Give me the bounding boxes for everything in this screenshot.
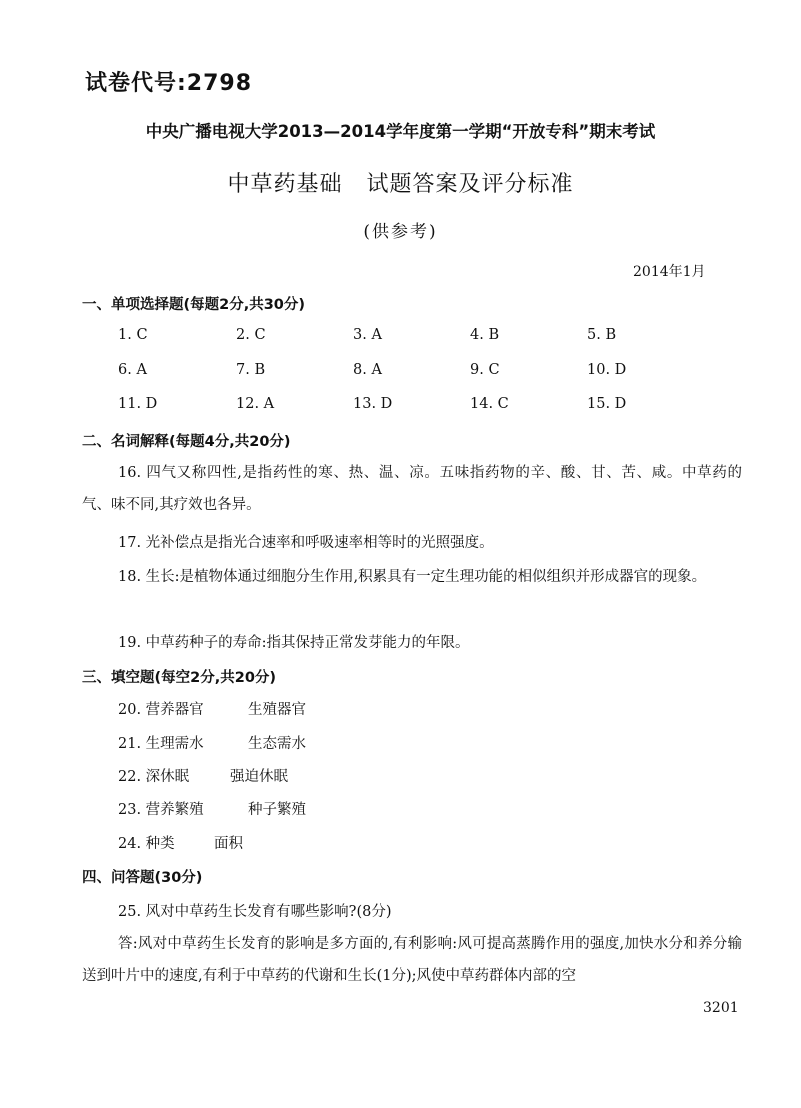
- exam-title: 中央广播电视大学2013—2014学年度第一学期“开放专科”期末考试: [145, 122, 656, 141]
- definition-19: 19. 中草药种子的寿命:指其保持正常发芽能力的年限。: [118, 635, 470, 651]
- subject-name: 中草药基础: [227, 172, 343, 197]
- definition-18: 18. 生长:是植物体通过细胞分生作用,积累具有一定生理功能的相似组织并形成器官的现象。: [118, 569, 707, 585]
- mc-answer: 11. D: [118, 396, 158, 412]
- mc-answer: 15. D: [587, 396, 627, 412]
- mc-answer: 1. C: [118, 327, 148, 343]
- section3-heading: 三、填空题(每空2分,共20分): [82, 670, 277, 686]
- fill-blank-24: 24. 种类 面积: [118, 836, 243, 852]
- mc-answer: 4. B: [470, 327, 500, 343]
- mc-answer: 6. A: [118, 362, 147, 378]
- mc-answer: 9. C: [470, 362, 500, 378]
- document-title: [0, 167, 801, 198]
- paper-code: 试卷代号:2798: [85, 71, 253, 96]
- fill-blank-20: 20. 营养器官 生殖器官: [118, 702, 306, 718]
- fill-blank-23: 23. 营养繁殖 种子繁殖: [118, 802, 306, 818]
- definition-17: 17. 光补偿点是指光合速率和呼吸速率相等时的光照强度。: [118, 535, 494, 551]
- mc-answer: 13. D: [353, 396, 393, 412]
- mc-answer: 12. A: [236, 396, 275, 412]
- section2-heading: 二、名词解释(每题4分,共20分): [82, 434, 291, 450]
- fill-blank-21: 21. 生理需水 生态需水: [118, 736, 306, 752]
- mc-answer: 8. A: [353, 362, 382, 378]
- page-number: 3201: [703, 1000, 739, 1016]
- question-25: 25. 风对中草药生长发育有哪些影响?(8分): [118, 904, 392, 920]
- reference-note: (供参考): [363, 222, 438, 242]
- fill-blank-22: 22. 深休眠 强迫休眠: [118, 769, 288, 785]
- answer-25: 答:风对中草药生长发育的影响是多方面的,有利影响:风可提高蒸腾作用的强度,加快水分和养分输送到叶片中的速度,有利于中草药的代谢和生长(1分);风使中草药群体内部的空: [82, 936, 742, 984]
- mc-answer: 5. B: [587, 327, 617, 343]
- mc-answer: 7. B: [236, 362, 266, 378]
- exam-date: 2014年1月: [633, 264, 706, 280]
- mc-answer: 2. C: [236, 327, 266, 343]
- doc-title-text: 试题答案及评分标准: [366, 172, 574, 197]
- section1-heading: 一、单项选择题(每题2分,共30分): [82, 297, 306, 313]
- mc-answer: 10. D: [587, 362, 627, 378]
- definition-16: 16. 四气又称四性,是指药性的寒、热、温、凉。五味指药物的辛、酸、甘、苦、咸。中草药的气、味不同,其疗效也各异。: [82, 465, 742, 513]
- section4-heading: 四、问答题(30分): [82, 870, 203, 886]
- mc-answer: 14. C: [470, 396, 509, 412]
- mc-answer: 3. A: [353, 327, 382, 343]
